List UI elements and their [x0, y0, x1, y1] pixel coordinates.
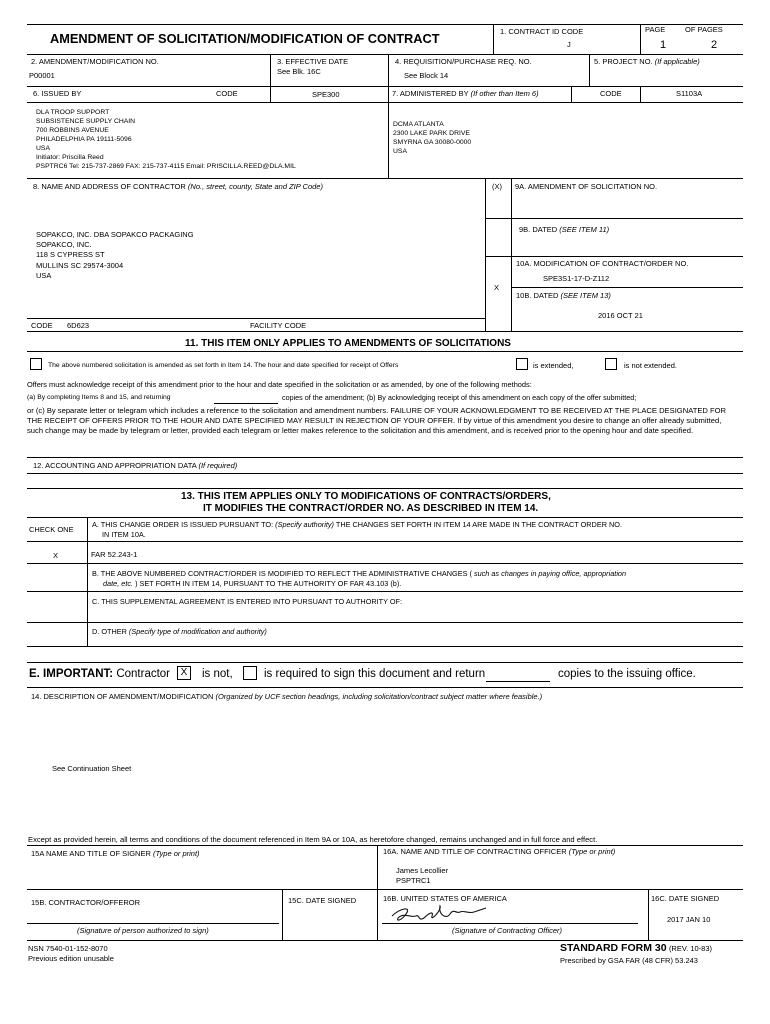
item-13a-authority: FAR 52.243-1 — [91, 550, 138, 559]
amendment-no-label: 2. AMENDMENT/MODIFICATION NO. — [31, 57, 159, 66]
signer-name-label: 15A NAME AND TITLE OF SIGNER (Type or print) — [31, 849, 200, 858]
project-no-label: 5. PROJECT NO. (If applicable) — [594, 57, 700, 66]
check-one-label: CHECK ONE — [29, 525, 74, 534]
item-13b-line1: B. THE ABOVE NUMBERED CONTRACT/ORDER IS MODIFIED TO REFLECT THE ADMINISTRATIVE CHANGES ( such as changes in paying office, appropriation — [92, 569, 627, 578]
contractor-line: 118 S CYPRESS ST — [36, 250, 105, 259]
page-number: 1 — [660, 39, 667, 51]
admin-code-value: S1103A — [676, 89, 703, 98]
contractor-line: SOPAKCO, INC. — [36, 240, 92, 249]
item-9a-label: 9A. AMENDMENT OF SOLICITATION NO. — [515, 182, 658, 191]
effective-date-label: 3. EFFECTIVE DATE — [277, 57, 349, 66]
item-13b-line2: date, etc. ) SET FORTH IN ITEM 14, PURSUANT TO THE AUTHORITY OF FAR 43.103 (b). — [103, 579, 402, 588]
item-13c-line: C. THIS SUPPLEMENTAL AGREEMENT IS ENTERED INTO PURSUANT TO AUTHORITY OF: — [92, 597, 403, 606]
facility-code-label: FACILITY CODE — [250, 321, 307, 330]
administered-by-label: 7. ADMINISTERED BY (If other than Item 6) — [392, 89, 539, 98]
item-11-line2: Offers must acknowledge receipt of this amendment prior to the hour and date specified in the solicitation or as amended, by one of the following methods: — [27, 380, 532, 389]
is-extended-label: is extended, — [533, 361, 574, 370]
admin-by-line: SMYRNA GA 30080-0000 — [393, 139, 472, 146]
unchanged-clause: Except as provided herein, all terms and conditions of the document referenced in Item 9A or 10A, as heretofore changed, remains unchanged and in full force and effect. — [28, 835, 598, 844]
total-pages: 2 — [711, 39, 718, 51]
nsn-number: NSN 7540-01-152-8070 — [28, 944, 108, 953]
copies-label: copies to the issuing office. — [558, 668, 696, 680]
contractor-line: SOPAKCO, INC. DBA SOPAKCO PACKAGING — [36, 230, 194, 239]
item-12-label: 12. ACCOUNTING AND APPROPRIATION DATA (If required) — [33, 461, 238, 470]
item-9b-label: 9B. DATED (SEE ITEM 11) — [519, 225, 610, 234]
contract-id-label: 1. CONTRACT ID CODE — [500, 27, 584, 36]
item-11-paragraph: or (c) By separate letter or telegram which includes a reference to the solicitation and amendment numbers. FAILURE OF YOUR ACKNOWLEDGMENT TO BE RECEIVED AT THE PLACE DESIGNATED FOR THE RECEIPT OF OFFERS PRIOR TO THE HOUR AND DATE SPECIFIED MAY RESULT IN REJECTION OF YOUR OFFER. If by virtue of this amendment you desire to change an offer already submitted, such change may be made by telegram or letter, provided each telegram or letter makes reference to the solicitation and this amendment, and is received prior to the opening hour and date specified. — [27, 406, 727, 435]
previous-edition-note: Previous edition unusable — [28, 954, 114, 963]
item-10a-value: SPE3S1-17-D-Z112 — [543, 274, 610, 283]
item-13-heading-line1: 13. THIS ITEM APPLIES ONLY TO MODIFICATIONS OF CONTRACTS/ORDERS, — [181, 491, 551, 502]
admin-by-line: USA — [393, 148, 407, 155]
item-14-body: See Continuation Sheet — [52, 764, 132, 773]
issued-code-value: SPE300 — [312, 90, 340, 99]
admin-by-line: DCMA ATLANTA — [393, 121, 444, 128]
officer-signature-caption: (Signature of Contracting Officer) — [452, 926, 563, 935]
is-required-label: is required to sign this document and return — [264, 668, 486, 680]
item-13a-x-mark: X — [53, 551, 59, 560]
officer-name-label: 16A. NAME AND TITLE OF CONTRACTING OFFICER (Type or print) — [383, 847, 616, 856]
issued-by-line: USA — [36, 145, 50, 152]
item-13-heading-line2: IT MODIFIES THE CONTRACT/ORDER NO. AS DESCRIBED IN ITEM 14. — [203, 503, 539, 514]
contractor-code-label: CODE — [31, 321, 53, 330]
issued-by-line: PHILADELPHIA PA 19111-5096 — [36, 136, 132, 143]
item-11-line3b: copies of the amendment; (b) By acknowledging receipt of this amendment on each copy of the offer submitted; — [282, 393, 637, 402]
is-not-extended-label: is not extended. — [624, 361, 677, 370]
contractor-label: 8. NAME AND ADDRESS OF CONTRACTOR (No., street, county, State and ZIP Code) — [33, 182, 323, 191]
item-10a-label: 10A. MODIFICATION OF CONTRACT/ORDER NO. — [516, 259, 689, 268]
important-line: E. IMPORTANT: Contractor — [29, 668, 171, 680]
effective-date-value: See Blk. 16C — [277, 67, 321, 76]
standard-form-label: STANDARD FORM 30 (REV. 10-83) — [560, 942, 713, 954]
is-required-checkbox[interactable] — [243, 666, 257, 680]
of-pages-label: OF PAGES — [685, 25, 723, 34]
issued-by-line: DLA TROOP SUPPORT — [36, 109, 110, 116]
is-not-label: is not, — [202, 668, 233, 680]
is-not-extended-checkbox[interactable] — [605, 358, 617, 370]
item-10b-label: 10B. DATED (SEE ITEM 13) — [516, 291, 611, 300]
contractor-line: USA — [36, 271, 52, 280]
usa-label: 16B. UNITED STATES OF AMERICA — [383, 894, 507, 903]
officer-name: James Lecollier — [396, 866, 449, 875]
admin-by-line: 2300 LAKE PARK DRIVE — [393, 130, 470, 137]
officer-date-label: 16C. DATE SIGNED — [651, 894, 720, 903]
item-13a-line2: IN ITEM 10A. — [102, 530, 146, 539]
issued-code-label: CODE — [216, 89, 238, 98]
item-11-line1: The above numbered solicitation is amended as set forth in Item 14. The hour and date specified for receipt of Offers — [48, 362, 399, 369]
item-10-x-mark: X — [494, 283, 500, 292]
officer-title: PSPTRC1 — [396, 876, 431, 885]
issued-by-line: PSPTRC6 Tel: 215-737-2869 FAX: 215-737-4115 Email: PRISCILLA.REED@DLA.MIL — [36, 163, 296, 170]
solicitation-amended-checkbox[interactable] — [30, 358, 42, 370]
item-13a-line1: A. THIS CHANGE ORDER IS ISSUED PURSUANT TO: (Specify authority) THE CHANGES SET FORTH IN ITEM 14 ARE MADE IN THE CONTRACT ORDER NO. — [92, 520, 622, 529]
officer-date-value: 2017 JAN 10 — [667, 915, 711, 924]
requisition-value: See Block 14 — [404, 71, 449, 80]
amendment-no-value: P00001 — [29, 71, 55, 80]
issued-by-line: Initiator: Priscilla Reed — [36, 154, 104, 161]
is-extended-checkbox[interactable] — [516, 358, 528, 370]
prescribed-by: Prescribed by GSA FAR (48 CFR) 53.243 — [560, 956, 698, 965]
contractor-date-label: 15C. DATE SIGNED — [288, 896, 357, 905]
requisition-label: 4. REQUISITION/PURCHASE REQ. NO. — [395, 57, 532, 66]
contractor-code-value: 6D623 — [67, 321, 90, 330]
contractor-offeror-label: 15B. CONTRACTOR/OFFEROR — [31, 898, 141, 907]
contract-id-value: J — [567, 40, 571, 49]
item-14-label: 14. DESCRIPTION OF AMENDMENT/MODIFICATION (Organized by UCF section headings, including solicitation/contract subject matter where feasible.) — [31, 692, 543, 701]
item-10b-value: 2016 OCT 21 — [598, 311, 643, 320]
item-13d-line: D. OTHER (Specify type of modification and authority) — [92, 627, 267, 636]
issued-by-line: SUBSISTENCE SUPPLY CHAIN — [36, 118, 136, 125]
page-label: PAGE — [645, 25, 666, 34]
form-title: AMENDMENT OF SOLICITATION/MODIFICATION OF CONTRACT — [50, 31, 440, 46]
item-11-line3a: (a) By completing Items 8 and 15, and returning — [27, 394, 171, 401]
is-not-required-checkbox[interactable]: X — [177, 666, 191, 680]
item-11-heading: 11. THIS ITEM ONLY APPLIES TO AMENDMENTS OF SOLICITATIONS — [185, 338, 511, 349]
admin-code-label: CODE — [600, 89, 622, 98]
contractor-line: MULLINS SC 29574-3004 — [36, 261, 124, 270]
issued-by-line: 700 ROBBINS AVENUE — [36, 127, 109, 134]
issued-by-label: 6. ISSUED BY — [33, 89, 82, 98]
contractor-signature-caption: (Signature of person authorized to sign) — [77, 926, 209, 935]
x-column-label: (X) — [492, 182, 502, 191]
